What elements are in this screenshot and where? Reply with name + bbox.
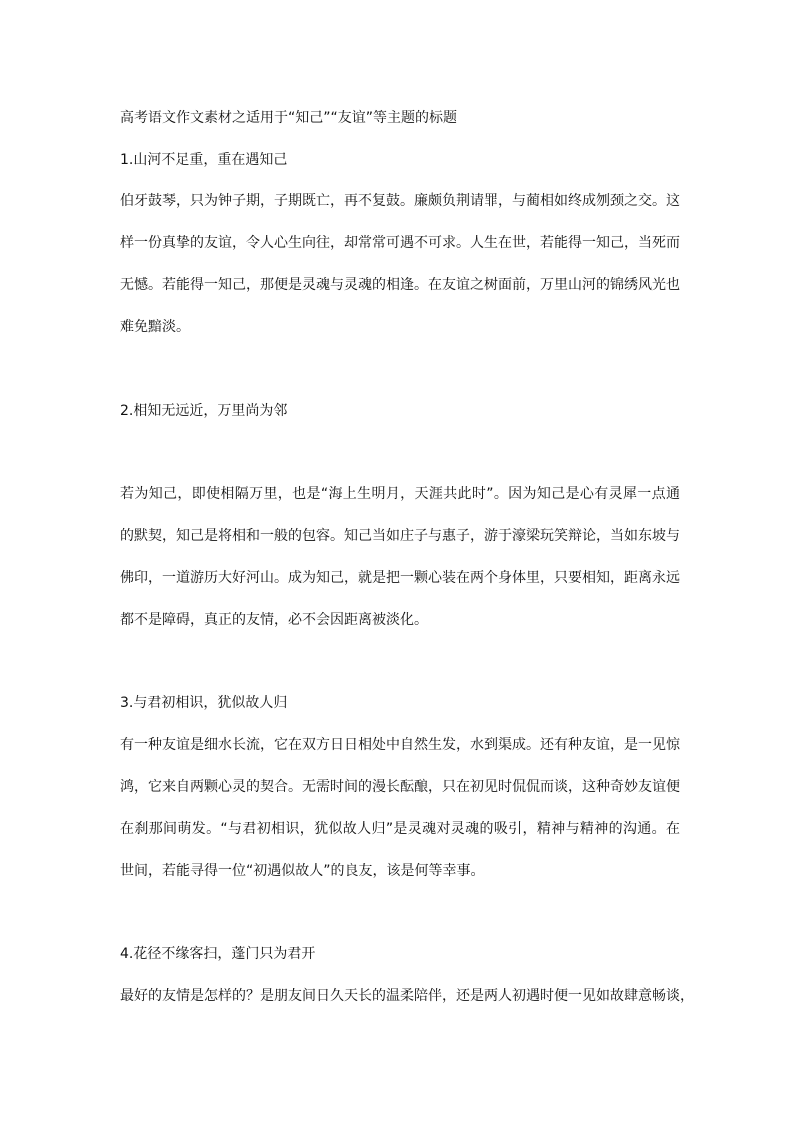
section-heading-2: 2.相知无远近，万里尚为邻: [120, 403, 288, 419]
section-heading-1: 1.山河不足重，重在遇知己: [120, 152, 288, 168]
paragraph-line: 样一份真挚的友谊，令人心生向往，却常常可遇不可求。人生在世，若能得一知己，当死而: [120, 235, 680, 251]
paragraph-line: 鸿，它来自两颗心灵的契合。无需时间的漫长酝酿，只在初见时侃侃而谈，这种奇妙友谊便: [120, 779, 680, 795]
paragraph-line: 在刹那间萌发。“与君初相识，犹似故人归”是灵魂对灵魂的吸引，精神与精神的沟通。在: [120, 821, 680, 837]
paragraph-line: 的默契，知己是将相和一般的包容。知己当如庄子与惠子，游于濠梁玩笑辩论，当如东坡与: [120, 528, 680, 544]
section-heading-3: 3.与君初相识，犹似故人归: [120, 695, 288, 711]
paragraph-line: 无憾。若能得一知己，那便是灵魂与灵魂的相逢。在友谊之树面前，万里山河的锦绣风光也: [120, 277, 680, 293]
paragraph-line: 难免黯淡。: [120, 319, 190, 335]
paragraph-line: 都不是障碍，真正的友情，必不会因距离被淡化。: [120, 612, 428, 628]
paragraph-line: 世间，若能寻得一位“初遇似故人”的良友，该是何等幸事。: [120, 863, 485, 879]
paragraph-line: 佛印，一道游历大好河山。成为知己，就是把一颗心装在两个身体里，只要相知，距离永远: [120, 570, 680, 586]
paragraph-line: 若为知己，即使相隔万里，也是“海上生明月，天涯共此时”。因为知己是心有灵犀一点通: [120, 486, 680, 502]
paragraph-line: 有一种友谊是细水长流，它在双方日日相处中自然生发，水到渠成。还有种友谊，是一见惊: [120, 737, 680, 753]
document-title: 高考语文作文素材之适用于“知己”“友谊”等主题的标题: [120, 110, 458, 126]
section-heading-4: 4.花径不缘客扫，蓬门只为君开: [120, 946, 316, 962]
paragraph-line: 最好的友情是怎样的？是朋友间日久天长的温柔陪伴，还是两人初遇时便一见如故肆意畅谈，: [120, 988, 694, 1004]
paragraph-line: 伯牙鼓琴，只为钟子期，子期既亡，再不复鼓。廉颇负荆请罪，与蔺相如终成刎颈之交。这: [120, 193, 680, 209]
